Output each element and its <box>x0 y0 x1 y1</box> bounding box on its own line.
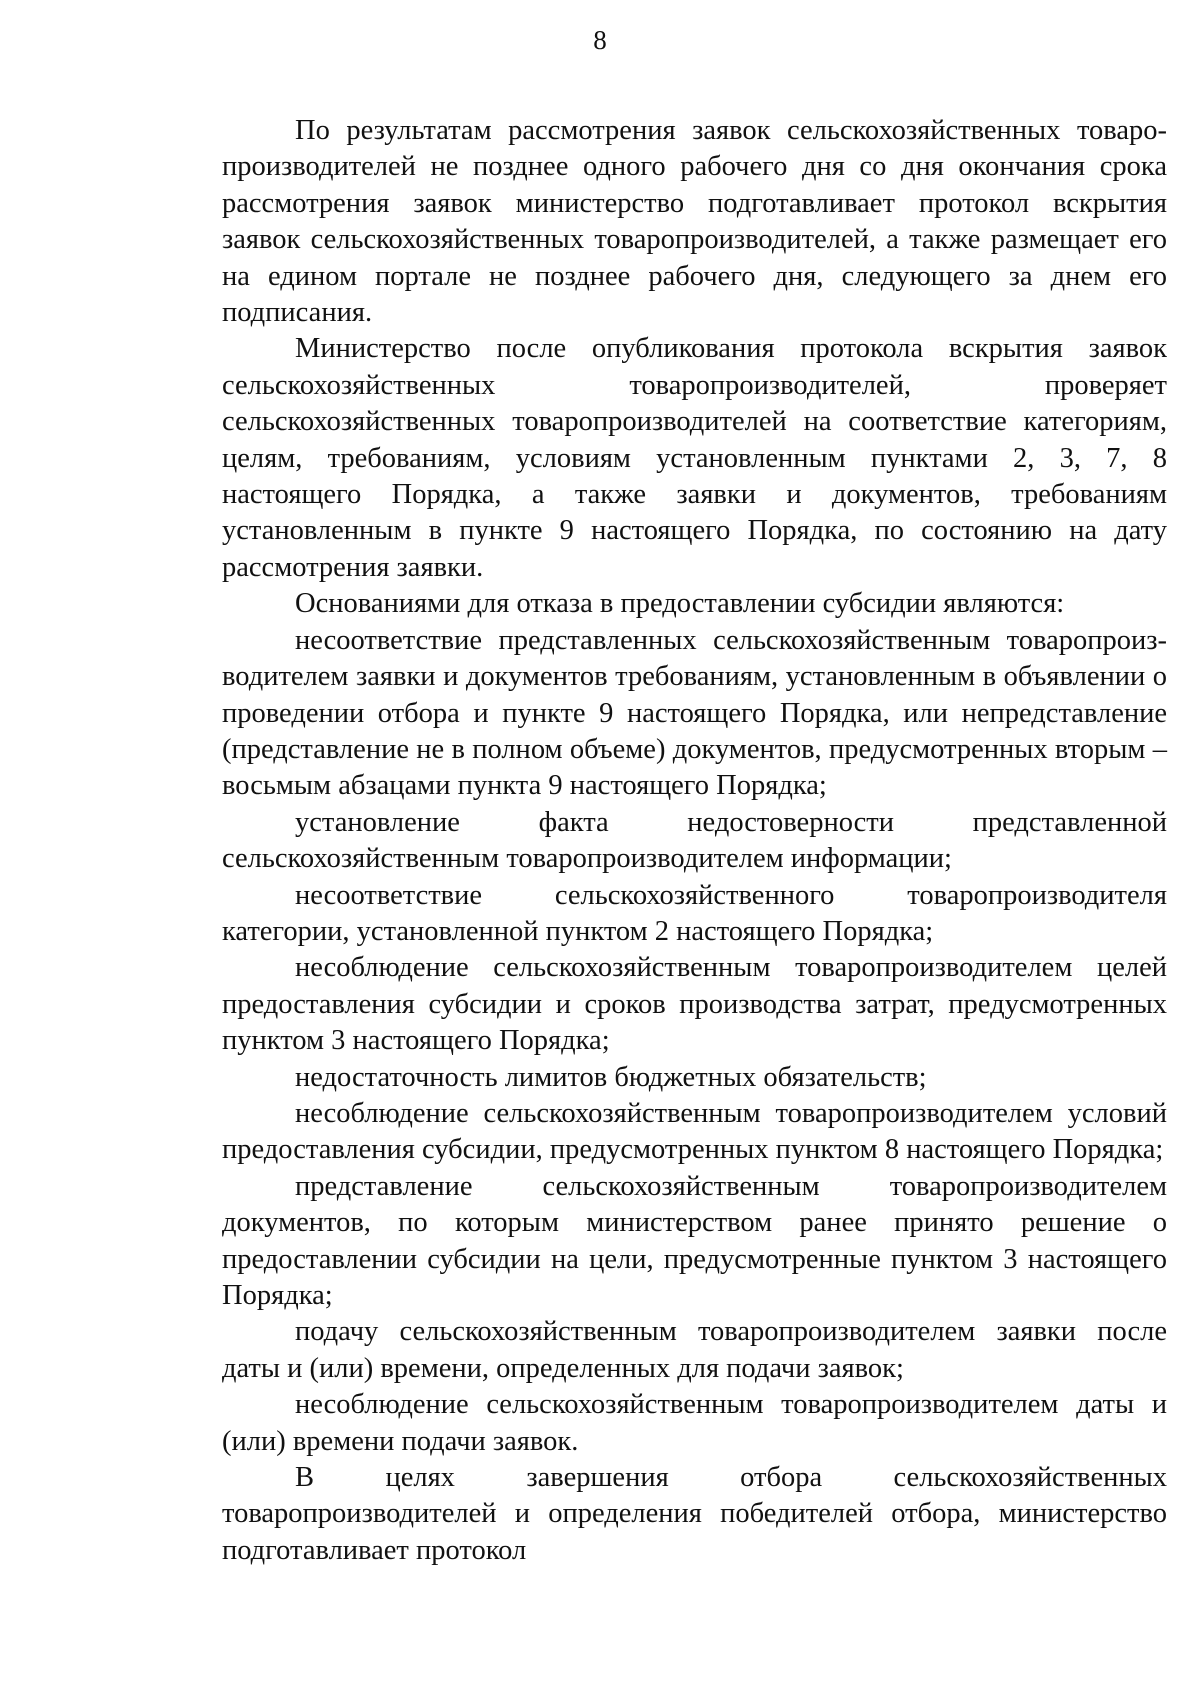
body-text <box>222 113 1167 1569</box>
list-item-false-information: установление факта недостоверности представленной сельскохозяйственным товаропроизводителем информации; <box>222 806 1167 875</box>
list-item-submission-time-violation: несоблюдение сельскохозяйственным товаропроизводителем даты и (или) времени подачи заявок. <box>222 1389 1167 1457</box>
list-item-documents-mismatch: несоответствие представленных сельскохозяйственным товаропроиз-водителем заявки и документов требованиям, установленным в объявлении о проведении отбора и пункте 9 настоящего Порядка, или непредставление (представление не в полном объеме) документов, предусмотренных вторым – восьмым абзацами пункта 9 настоящего Порядка; <box>222 624 1167 802</box>
paragraph-refusal-grounds-intro: Основаниями для отказа в предоставлении субсидии являются: <box>295 588 1065 620</box>
list-item-goals-violation: несоблюдение сельскохозяйственным товаропроизводителем целей предоставления субсидии и сроков производства затрат, предусмотренных пунктом 3 настоящего Порядка; <box>222 952 1167 1057</box>
list-item-duplicate-documents: представление сельскохозяйственным товаропроизводителем документов, по которым министерством ранее принято решение о предоставлении субсидии на цели, предусмотренные пунктом 3 настоящего Порядка; <box>222 1170 1167 1311</box>
page-number: 8 <box>593 25 607 55</box>
list-item-category-mismatch: несоответствие сельскохозяйственного товаропроизводителя категории, установленной пунктом 2 настоящего Порядка; <box>222 879 1167 947</box>
list-item-insufficient-limits: недостаточность лимитов бюджетных обязательств; <box>295 1061 927 1093</box>
paragraph-protocol-opening: По результатам рассмотрения заявок сельскохозяйственных товаро-производителей не позднее одного рабочего дня со дня окончания срока рассмотрения заявок министерство подготавливает протокол вскрытия заявок сельскохозяйственных товаропроизводителей, а также размещает его на едином портале не позднее рабочего дня, следующего за днем его подписания. <box>222 115 1167 329</box>
list-item-late-submission: подачу сельскохозяйственным товаропроизводителем заявки после даты и (или) времени, определенных для подачи заявок; <box>222 1316 1167 1384</box>
paragraph-ministry-check: Министерство после опубликования протокола вскрытия заявок сельскохозяйственных товаропроизводителей, проверяет сельскохозяйственных товаропроизводителей на соответствие категориям, целям, требованиям, условиям установленным пунктами 2, 3, 7, 8 настоящего Порядка, а также заявки и документов, требованиям установленным в пункте 9 настоящего Порядка, по состоянию на дату рассмотрения заявки. <box>222 333 1167 583</box>
paragraph-selection-completion: В целях завершения отбора сельскохозяйственных товаропроизводителей и определения победителей отбора, министерство подготавливает протокол <box>222 1462 1167 1566</box>
list-item-conditions-violation: несоблюдение сельскохозяйственным товаропроизводителем условий предоставления субсидии, предусмотренных пунктом 8 настоящего Порядка; <box>222 1097 1167 1166</box>
